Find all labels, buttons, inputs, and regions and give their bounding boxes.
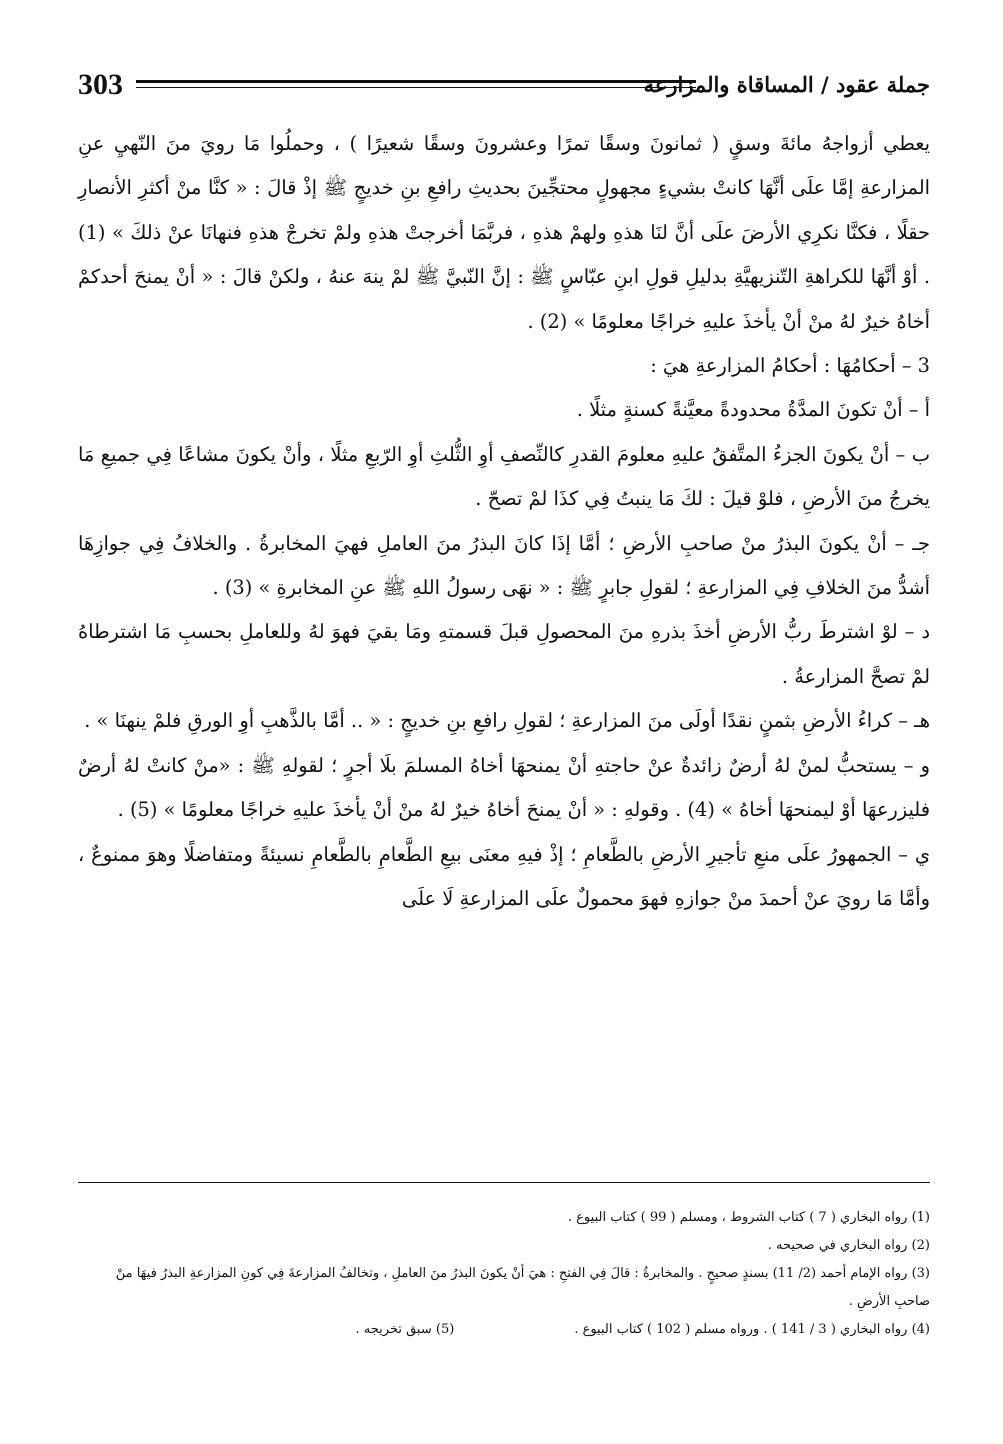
page-header: [78, 68, 930, 104]
paragraph: و – يستحبُّ لمنْ لهُ أرضٌ زائدةٌ عنْ حاجتهِ أنْ يمنحهَا أخاهُ المسلمَ بلَا أجرٍ ؛ لقولهِ ﷺ : «منْ كانتْ لهُ أرضٌ فليزرعهَا أوْ ليمنحهَا أخاهُ » (4) . وقولهِ : « أنْ يمنحَ أخاهُ خيرٌ لهُ منْ أنْ يأخذَ عليهِ خراجًا معلومًا » (5) .: [78, 753, 930, 822]
paragraph: د – لوْ اشترطَ ربُّ الأرضِ أخذَ بذرهِ منَ المحصولِ قبلَ قسمتهِ ومَا بقيَ فهوَ لهُ وللعاملِ بحسبِ مَا اشترطاهُ لمْ تصحَّ المزارعةُ .: [78, 620, 930, 688]
footnote-5: (5) سبق تخريجه .: [355, 1322, 455, 1337]
page-number: 303: [78, 68, 123, 101]
footnote-separator: [78, 1182, 930, 1183]
paragraph: أ – أنْ تكونَ المدَّةُ محدودةً معيَّنةً كسنةٍ مثلًا .: [576, 398, 930, 422]
section-heading: 3 – أحكامُهَا : أحكامُ المزارعةِ هيَ :: [650, 354, 930, 378]
paragraph: جـ – أنْ يكونَ البذرُ منْ صاحبِ الأرضِ ؛ أمَّا إذَا كانَ البذرُ منَ العاملِ فهيَ المخابرةُ . والخلافُ فِي جوازِهَا أشدُّ منَ الخلافِ فِي المزارعةِ ؛ لقولِ جابرٍ ﷺ : « نهَى رسولُ اللهِ ﷺ عنِ المخابرةِ » (3) .: [78, 531, 930, 600]
footnote-2: (2) رواه البخاري في صحيحه .: [767, 1238, 930, 1253]
footnote-3: (3) رواه الإمام أحمد (2/ 11) بسندٍ صحيحٍ . والمخابرةُ : قالَ فِي الفتحِ : هيَ أنْ يكونَ البذرُ منَ العاملِ ، وتخالفُ المزارعةَ فِي كونِ المزارعةِ البذرُ فيهَا منْ صاحبِ الأرضِ .: [115, 1266, 930, 1309]
header-rule: [136, 80, 696, 88]
footnote-row: [78, 1316, 930, 1344]
paragraph: ي – الجمهورُ علَى منعِ تأجيرِ الأرضِ بالطَّعامِ ؛ إذْ فيهِ معنَى بيعِ الطَّعامِ بالطَّعامِ نسيئةً ومتفاضلًا وهوَ ممنوعٌ ، وأمَّا مَا رويَ عنْ أحمدَ منْ جوازهِ فهوَ محمولٌ علَى المزارعةِ لَا علَى: [78, 842, 930, 910]
paragraph: هـ – كراءُ الأرضِ بثمنٍ نقدًا أولَى منَ المزارعةِ ؛ لقولِ رافعِ بنِ خديجٍ : « .. أمَّا بالذَّهبِ أوِ الورقِ فلمْ ينهنَا » .: [84, 709, 930, 733]
footnote-4: (4) رواه البخاري ( 3 / 141 ) . ورواه مسلم ( 102 ) كتاب البيوع .: [574, 1322, 930, 1337]
body-text: [78, 122, 930, 921]
paragraph: يعطي أزواجهُ مائةَ وسقٍ ( ثمانونَ وسقًا تمرًا وعشرونَ وسقًا شعيرًا ) ، وحملُوا مَا رويَ منَ النّهيِ عنِ المزارعةِ إمَّا علَى أنَّهَا كانتْ بشيءٍ مجهولٍ محتجِّينَ بحديثِ رافعِ بنِ خديجٍ ﷺ إذْ قالَ : « كنَّا منْ أكثرِ الأنصارِ حقلًا ، فكنَّا نكرِي الأرضَ علَى أنَّ لنَا هذهِ ولهمْ هذهِ ، فربَّمَا أخرجتْ هذهِ ولمْ تخرجْ هذهِ فنهانَا عنْ ذلكَ » (1) . أوْ أنَّهَا للكراهةِ التّنزيهيَّةِ بدليلِ قولِ ابنِ عبّاسٍ ﷺ : إنَّ النّبيَّ ﷺ لمْ ينهَ عنهُ ، ولكنْ قالَ : « أنْ يمنحَ أحدكمْ أخاهُ خيرٌ لهُ منْ أنْ يأخذَ عليهِ خراجًا معلومًا » (2) .: [78, 132, 930, 333]
footnote-1: (1) رواه البخاري ( 7 ) كتاب الشروط ، ومسلم ( 99 ) كتاب البيوع .: [567, 1210, 930, 1225]
running-head: جملة عقود / المساقاة والمزارعة: [643, 72, 930, 97]
footnotes: [78, 1204, 930, 1344]
paragraph: ب – أنْ يكونَ الجزءُ المتَّفقُ عليهِ معلومَ القدرِ كالنِّصفِ أوِ الثُّلثِ أوِ الرّبعِ مثلًا ، وأنْ يكونَ مشاعًا فِي جميعِ مَا يخرجُ منَ الأرضِ ، فلوْ قيلَ : لكَ مَا ينبتُ فِي كذَا لمْ تصحّ .: [78, 442, 930, 511]
